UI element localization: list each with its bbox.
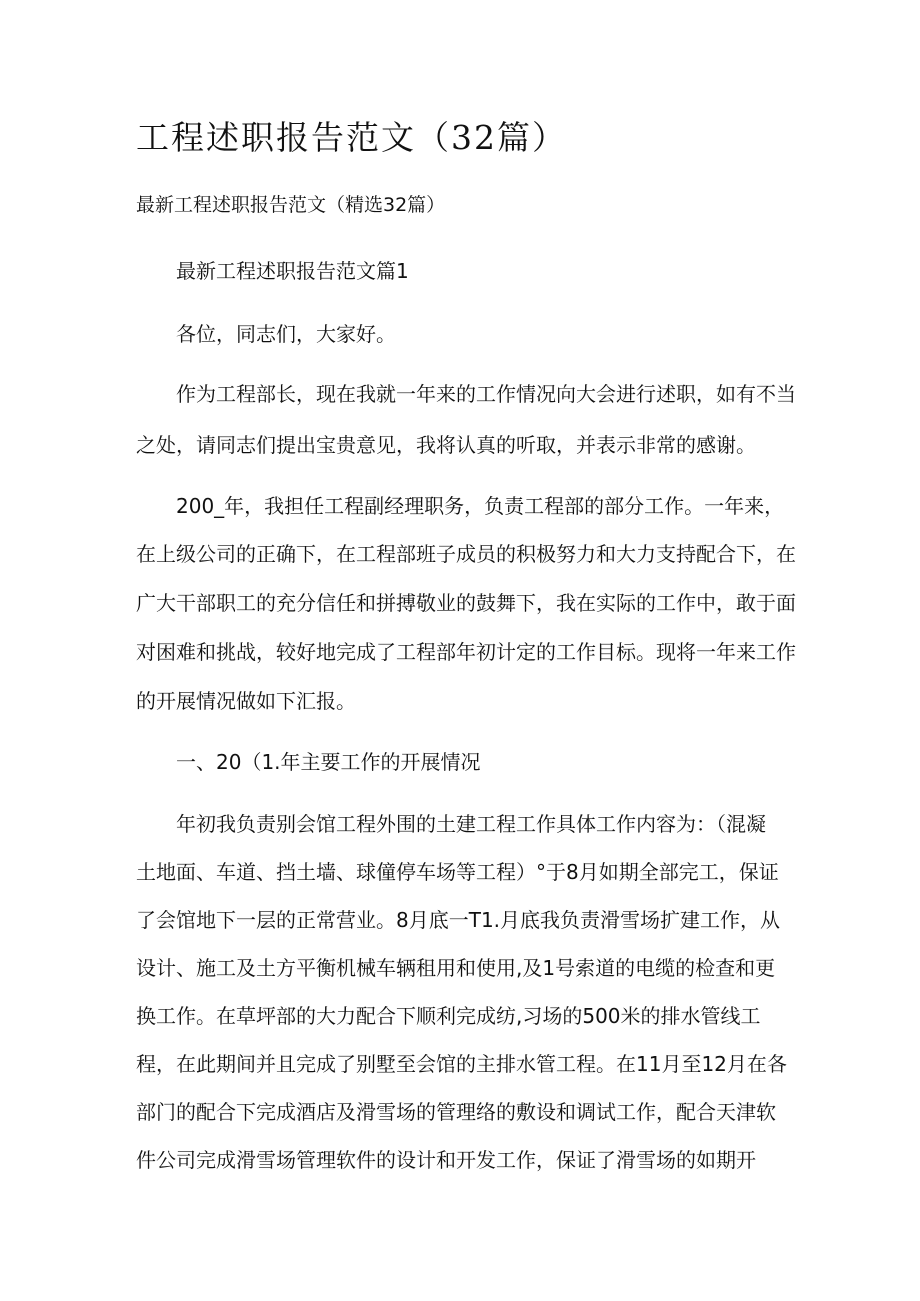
paragraph-line: 广大干部职工的充分信任和拼搏敬业的鼓舞下，我在实际的工作中，敢于面 — [136, 591, 796, 615]
paragraph-line: 换工作。在草坪部的大力配合下顺利完成纺,习场的500米的排水管线工 — [136, 1004, 761, 1028]
paragraph-line: 之处，请同志们提出宝贵意见，我将认真的听取，并表示非常的感谢。 — [136, 433, 756, 457]
paragraph-line: 的开展情况做如下汇报。 — [136, 689, 356, 713]
paragraph-line: 土地面、车道、挡土墙、球僮停车场等工程）°于8月如期全部完工，保证 — [136, 860, 779, 884]
paragraph-line: 200_年，我担任工程副经理职务，负责工程部的部分工作。一年来， — [176, 494, 785, 518]
paragraph-line: 部门的配合下完成酒店及滑雪场的管理络的敷设和调试工作，配合天津软 — [136, 1100, 776, 1124]
paragraph-line: 对困难和挑战，较好地完成了工程部年初计定的工作目标。现将一年来工作 — [136, 640, 796, 664]
paragraph-line: 在上级公司的正确下，在工程部班子成员的积极努力和大力支持配合下，在 — [136, 542, 796, 566]
paragraph-line: 了会馆地下一层的正常营业。8月底一T1.月底我负责滑雪场扩建工作，从 — [136, 908, 781, 932]
paragraph-line: 作为工程部长，现在我就一年来的工作情况向大会进行述职，如有不当 — [176, 382, 796, 406]
paragraph-line: 年初我负责别会馆工程外围的土建工程工作具体工作内容为：（混凝 — [176, 812, 766, 836]
paragraph-line: 件公司完成滑雪场管理软件的设计和开发工作，保证了滑雪场的如期开 — [136, 1148, 756, 1172]
document-subtitle: 最新工程述职报告范文（精选32篇） — [136, 194, 446, 216]
paragraph-line: 程，在此期间并且完成了别墅至会馆的主排水管工程。在11月至12月在各 — [136, 1052, 787, 1076]
greeting-line: 各位，同志们，大家好。 — [176, 322, 396, 346]
paragraph-line: 设计、施工及土方平衡机械车辆租用和使用,及1号索道的电缆的检查和更 — [136, 956, 776, 980]
document-title: 工程述职报告范文（32篇） — [136, 118, 567, 157]
section-heading: 最新工程述职报告范文篇1 — [176, 259, 409, 283]
section-subheading: 一、20（1.年主要工作的开展情况 — [176, 750, 481, 774]
